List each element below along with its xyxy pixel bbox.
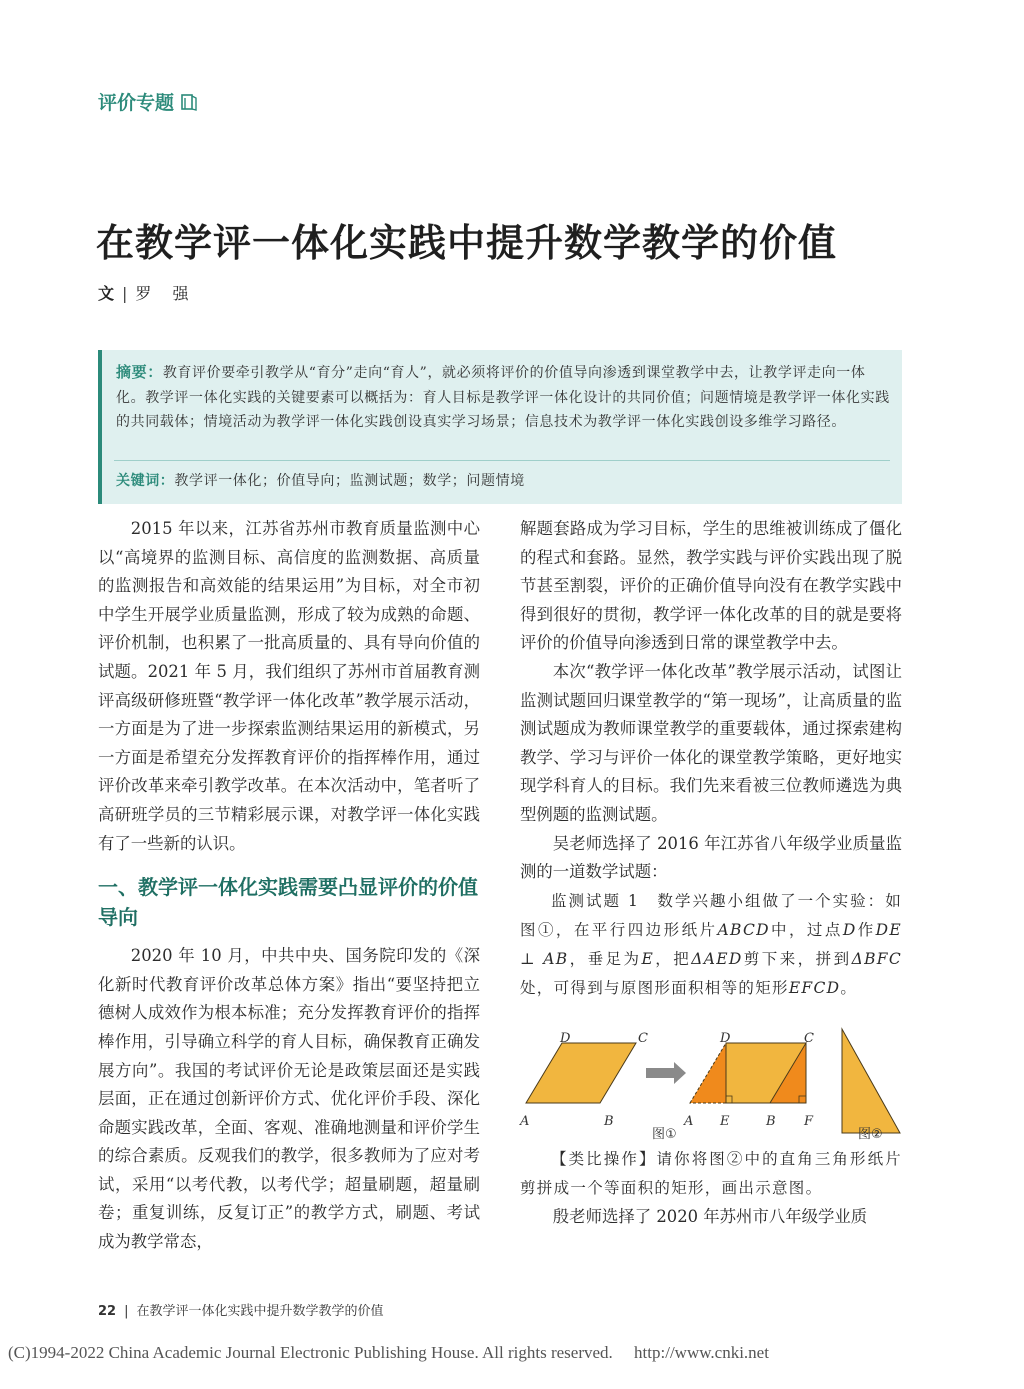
math-bfc: ΔBFC: [851, 949, 902, 968]
paragraph: 2020 年 10 月，中共中央、国务院印发的《深化新时代教育评价改革总体方案》指出“要坚持把立德树人成效作为根本标准；充分发挥教育评价的指挥棒作用，引导确立科学的育人目标，确保教育正确发展方向”。我国的考试评价无论是政策层面还是实践层面，正在通过创新评价方式、优化评价手段、深化命题实践改革，全面、客观、准确地测量和评价学生的综合素质。反观我们的教学，很多教师为了应对考试，采用“以考代教，以考代学；超量刷题，超量刷卷；重复训练，反复订正”的教学方式，刷题、考试成为教学常态，: [98, 946, 480, 1252]
section-heading: 一、教学评一体化实践需要凸显评价的价值导向: [98, 875, 478, 930]
math-abcd: ABCD: [717, 920, 770, 939]
math-aed: ΔAED: [691, 949, 743, 968]
running-title: 在教学评一体化实践中提升数学教学的价值: [136, 1304, 384, 1319]
paragraph: 解题套路成为学习目标，学生的思维被训练成了僵化的程式和套路。显然，教学实践与评价实践出现了脱节甚至割裂，评价的正确价值导向没有在教学实践中得到很好的贯彻，教学评一体化改革的目的就是要将评价的价值导向渗透到日常的课堂教学中去。: [520, 519, 902, 653]
abstract-box: [98, 350, 902, 504]
text-run: 监测试题 1 数学兴趣小组做了一个实验：如图①，在平行四边形纸片: [520, 891, 902, 939]
keywords-label: 关键词：: [116, 473, 175, 489]
abstract: [116, 360, 892, 435]
paragraph: 2015 年以来，江苏省苏州市教育质量监测中心以“高境界的监测目标、高信度的监测数据、高质量的监测报告和高效能的结果运用”为目标，对全市初中学生开展学业质量监测，形成了较为成熟的命题、评价机制，也积累了一批高质量的、具有导向价值的试题。2021 年 5 月，我们组织了苏州市首届教育测评高级研修班暨“教学评一体化改革”教学展示活动，一方面是为了进一步探索监测结果运用的新模式，另一方面是希望充分发挥教育评价的指挥棒作用，通过评价改革来牵引教学改革。在本次活动中，笔者听了高研班学员的三节精彩展示课，对教学评一体化实践有了一些新的认识。: [98, 519, 480, 853]
point-label-c: C: [638, 1030, 648, 1046]
section-label: 评价专题: [98, 92, 175, 114]
point-label-a2: A: [684, 1113, 694, 1129]
analogy-task: 【类比操作】请你将图②中的直角三角形纸片剪拼成一个等面积的矩形，画出示意图。: [520, 1149, 902, 1197]
right-column: [520, 515, 902, 1231]
figure-diagram: [520, 1009, 902, 1139]
section-tag: [98, 88, 198, 115]
text-run: 处，可得到与原图形面积相等的矩形: [520, 978, 789, 997]
right-triangle-shape: [842, 1029, 900, 1133]
math-d: D: [842, 920, 857, 939]
text-run: 中，过点: [769, 920, 843, 939]
point-label-c2: C: [804, 1030, 814, 1046]
text-run: 作: [856, 920, 876, 939]
text-run: ，垂足为: [568, 949, 642, 968]
point-label-e: E: [720, 1113, 730, 1129]
abstract-text: 教育评价要牵引教学从“育分”走向“育人”，就必须将评价的价值导向渗透到课堂教学中去，让教学评走向一体化。教学评一体化实践的关键要素可以概括为：育人目标是教学评一体化设计的共同价值；问题情境是教学评一体化实践的共同载体；情境活动为教学评一体化实践创设真实学习场景；信息技术为教学评一体化实践创设多维学习路径。: [116, 365, 890, 430]
figure-caption-1: 图①: [652, 1126, 677, 1142]
math-e: E: [641, 949, 655, 968]
page-footer: 22 | 在教学评一体化实践中提升数学教学的价值: [98, 1304, 384, 1319]
keywords-text: 教学评一体化；价值导向；监测试题；数学；问题情境: [174, 473, 525, 489]
byline-prefix: 文: [98, 284, 115, 303]
page-number: 22: [98, 1304, 117, 1319]
parallelogram-shape: [526, 1043, 636, 1103]
abstract-label: 摘要：: [116, 363, 163, 381]
abstract-divider: [114, 460, 890, 461]
book-icon: [180, 93, 198, 111]
paragraph: 吴老师选择了 2016 年江苏省八年级学业质量监测的一道数学试题：: [520, 833, 902, 882]
figure: [520, 1009, 902, 1142]
text-run: ，把: [654, 949, 692, 968]
text-run: 。: [840, 978, 858, 997]
paragraph: 殷老师选择了 2020 年苏州市八年级学业质: [552, 1206, 868, 1226]
keywords: [116, 470, 525, 490]
article-title: 在教学评一体化实践中提升数学教学的价值: [96, 221, 838, 265]
paragraph: 本次“教学评一体化改革”教学展示活动，试图让监测试题回归课堂教学的“第一现场”，让高质量的监测试题成为教师课堂教学的重要载体，通过探索建构教学、学习与评价一体化的课堂教学策略，更好地实现学科育人的目标。我们先来看被三位教师遴选为典型例题的监测试题。: [520, 661, 902, 824]
math-de-perp-ab: DE ⊥ AB: [520, 920, 902, 968]
point-label-f: F: [804, 1113, 814, 1129]
copyright-notice: (C)1994-2022 China Academic Journal Electronic Publishing House. All rights reserved. http://www.cnki.net: [8, 1343, 769, 1362]
point-label-b2: B: [766, 1113, 776, 1129]
figure-caption-2: 图②: [858, 1126, 883, 1142]
point-label-d: D: [560, 1030, 571, 1046]
arrow-icon: [646, 1062, 686, 1084]
test-question-1: [520, 887, 902, 1003]
byline: 文 | 罗 强: [98, 284, 197, 303]
math-efcd: EFCD: [788, 978, 841, 997]
text-run: 剪下来，拼到: [742, 949, 852, 968]
point-label-a: A: [520, 1113, 530, 1129]
point-label-d2: D: [720, 1030, 731, 1046]
author-name: 罗 强: [135, 284, 197, 303]
left-column: [98, 515, 480, 1257]
point-label-b: B: [604, 1113, 614, 1129]
